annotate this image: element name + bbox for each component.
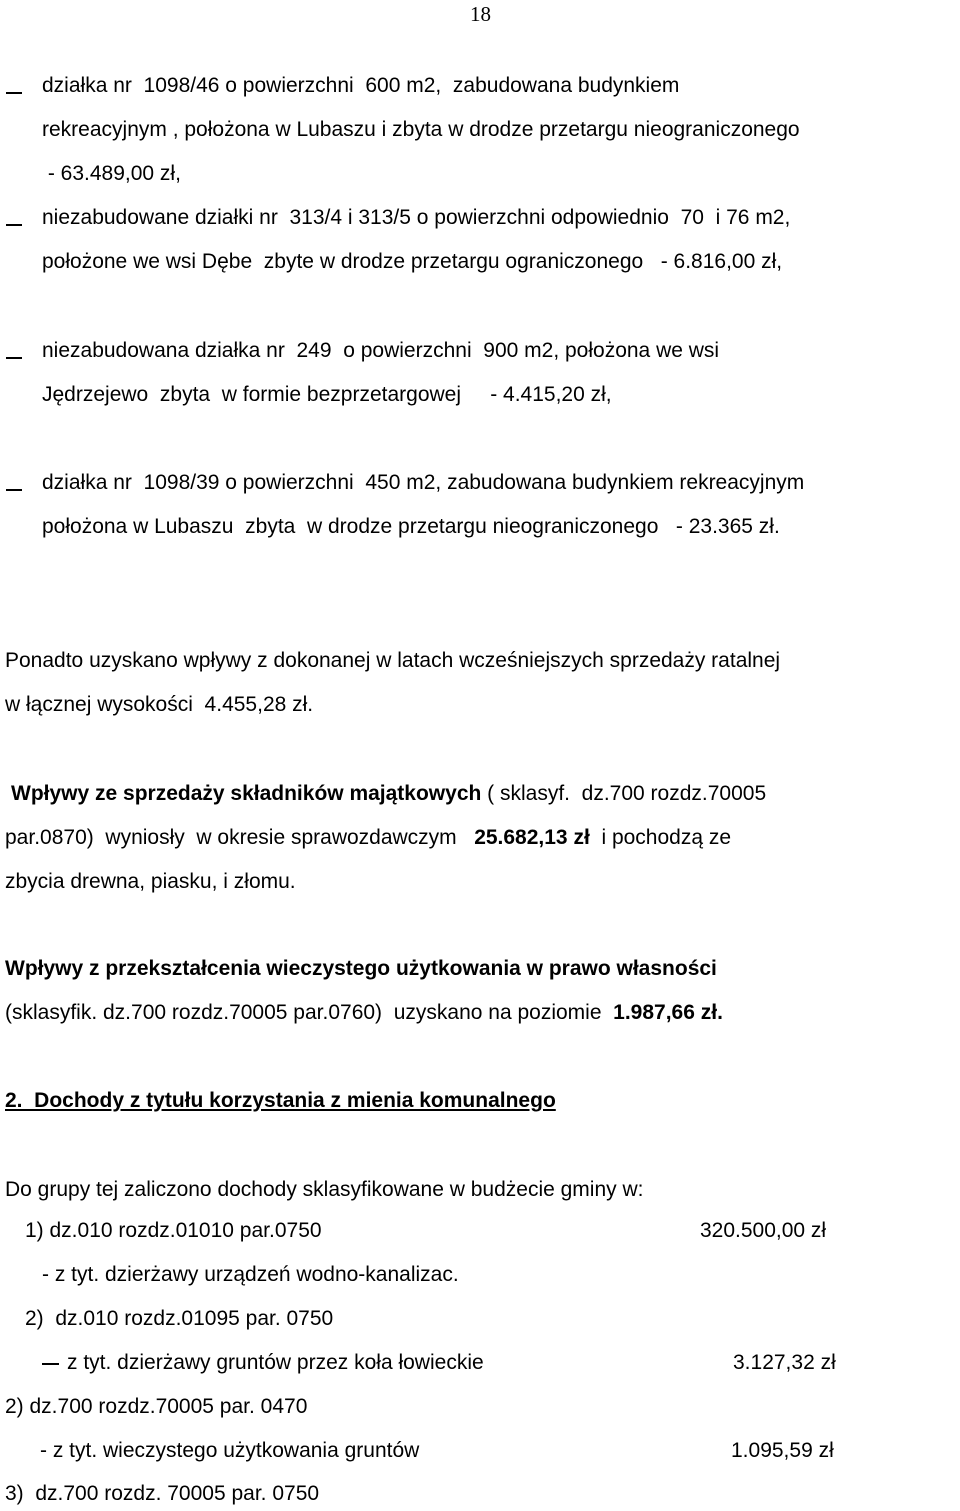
income-item-3-amount: 1.095,59 zł	[731, 1439, 834, 1462]
ponadto-line-2: w łącznej wysokości 4.455,28 zł.	[5, 693, 314, 716]
bullet-1-line-1: działka nr 1098/46 o powierzchni 600 m2, zabudowana budynkiem	[42, 74, 680, 97]
bullet-3-line-2: Jędrzejewo zbyta w formie bezprzetargowej - 4.415,20 zł,	[42, 383, 612, 406]
bullet-4-line-2: położona w Lubaszu zbyta w drodze przetargu nieograniczonego - 23.365 zł.	[42, 515, 780, 538]
sales-line-3: zbycia drewna, piasku, i złomu.	[5, 870, 296, 893]
dash-bullet-1	[6, 92, 22, 94]
income-intro: Do grupy tej zaliczono dochody sklasyfikowane w budżecie gminy w:	[5, 1178, 644, 1201]
dash-bullet-2	[6, 224, 22, 226]
sales-line-2	[5, 825, 731, 851]
income-item-1-code: 1) dz.010 rozdz.01010 par.0750	[25, 1219, 322, 1242]
sales-line-2-text: par.0870) wyniosły w okresie sprawozdawczym	[5, 826, 475, 849]
income-item-1-desc: - z tyt. dzierżawy urządzeń wodno-kanalizac.	[42, 1263, 459, 1286]
bullet-4-line-1: działka nr 1098/39 o powierzchni 450 m2, zabudowana budynkiem rekreacyjnym	[42, 471, 805, 494]
income-item-4-code: 3) dz.700 rozdz. 70005 par. 0750	[5, 1482, 320, 1505]
sales-heading: Wpływy ze sprzedaży składników majątkowych	[11, 782, 482, 805]
bullet-1-line-3: - 63.489,00 zł,	[42, 162, 181, 185]
conversion-amount: 1.987,66 zł.	[613, 1001, 723, 1024]
bullet-2-line-1: niezabudowane działki nr 313/4 i 313/5 o powierzchni odpowiednio 70 i 76 m2,	[42, 206, 791, 229]
bullet-1-line-2: rekreacyjnym , położona w Lubaszu i zbyta w drodze przetargu nieograniczonego	[42, 118, 800, 141]
income-item-2-amount: 3.127,32 zł	[733, 1351, 836, 1374]
page-number: 18	[470, 2, 491, 26]
section-2-heading: 2. Dochody z tytułu korzystania z mienia komunalnego	[5, 1089, 556, 1112]
income-item-2-code: 2) dz.010 rozdz.01095 par. 0750	[25, 1307, 334, 1330]
income-item-1-amount: 320.500,00 zł	[700, 1219, 827, 1242]
bullet-2-line-2: położone we wsi Dębe zbyte w drodze przetargu ograniczonego - 6.816,00 zł,	[42, 250, 783, 273]
conversion-line-2	[5, 1000, 723, 1026]
conversion-line-2-text: (sklasyfik. dz.700 rozdz.70005 par.0760) uzyskano na poziomie	[5, 1001, 614, 1024]
dash-bullet-4	[6, 489, 22, 491]
dash-income-item-2	[42, 1363, 59, 1365]
sales-amount: 25.682,13 zł	[474, 826, 590, 849]
ponadto-line-1: Ponadto uzyskano wpływy z dokonanej w latach wcześniejszych sprzedaży ratalnej	[5, 649, 781, 672]
dash-bullet-3	[6, 357, 22, 359]
income-item-3-desc: - z tyt. wieczystego użytkowania gruntów	[40, 1439, 420, 1462]
income-item-3-code: 2) dz.700 rozdz.70005 par. 0470	[5, 1395, 308, 1418]
conversion-heading: Wpływy z przekształcenia wieczystego użytkowania w prawo własności	[5, 957, 717, 980]
sales-line-1	[11, 781, 766, 807]
sales-line-2-tail: i pochodzą ze	[589, 826, 732, 849]
bullet-3-line-1: niezabudowana działka nr 249 o powierzchni 900 m2, położona we wsi	[42, 339, 720, 362]
income-item-2-desc: z tyt. dzierżawy gruntów przez koła łowieckie	[67, 1351, 484, 1374]
sales-classification: ( sklasyf. dz.700 rozdz.70005	[481, 782, 767, 805]
